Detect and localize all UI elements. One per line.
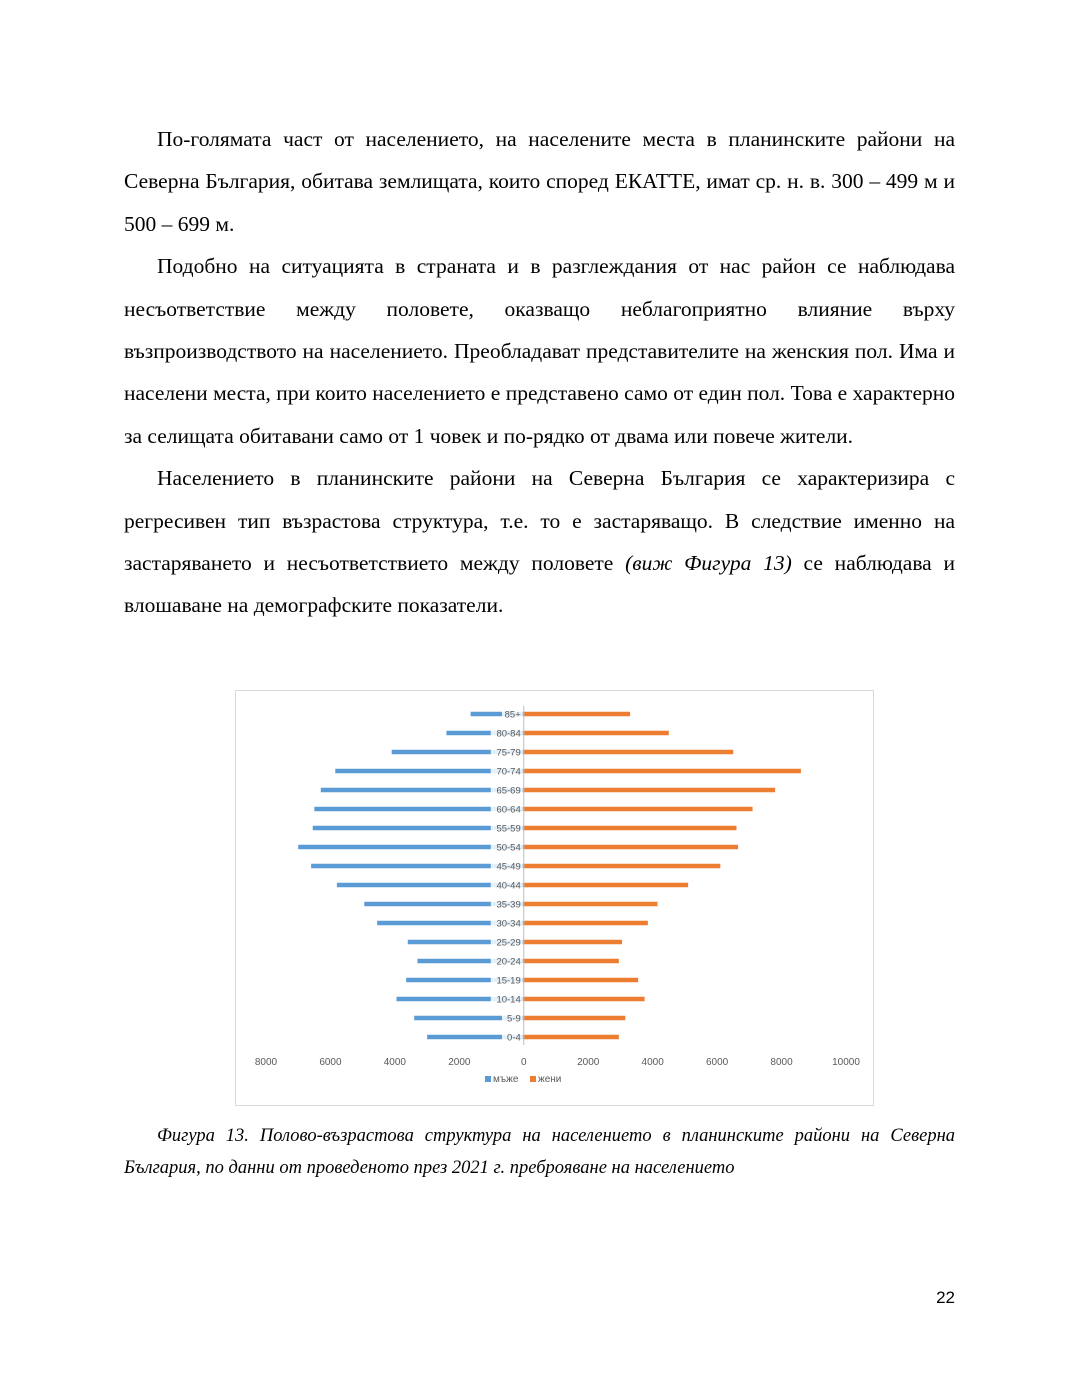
category-label-25-29: 25-29 <box>496 937 521 949</box>
legend-swatch-1 <box>530 1076 536 1082</box>
bar-female-75-79 <box>524 750 733 755</box>
paragraph-3-tail: се наблюдава и влошаване на демографските показатели. <box>124 551 956 618</box>
paragraph-1: По-голямата част от населението, на населените места в планинските райони на Северна България, обитава землищата, които според ЕКАТТЕ, имат ср. н. в. 300 – 499 м и 500 – 699 м. <box>124 127 955 236</box>
legend-label-1: жени <box>538 1074 562 1085</box>
bar-female-5-9 <box>524 1016 626 1021</box>
bar-female-0-4 <box>524 1035 619 1040</box>
figure-caption: Фигура 13. Полово-възрастова структура на населението в планинските райони на Северна България, по данни от проведеното през 2021 г. преброяване на населението <box>124 1126 955 1178</box>
category-label-50-54: 50-54 <box>496 842 521 854</box>
x-tick-label-9: 10000 <box>832 1057 860 1068</box>
category-label-60-64: 60-64 <box>496 804 521 816</box>
paragraph-3-text: Населението в планинските райони на Северна България се характеризира с регресивен тип възрастова структура, т.е. то е застаряващо. В следствие именно на застаряването и несъответствието между половете <box>124 466 955 576</box>
x-tick-label-5: 2000 <box>577 1057 600 1068</box>
category-label-15-19: 15-19 <box>496 975 521 987</box>
category-label-0-4: 0-4 <box>507 1032 521 1044</box>
legend-swatch-0 <box>485 1076 491 1082</box>
paragraph-2: Подобно на ситуацията в страната и в разглеждания от нас район се наблюдава несъответствие между половете, оказващо неблагоприятно влияние върху възпроизводството на населението. Преобладават представителите на женския пол. Има и населени места, при които населението е представено само от един пол. Това е характерно за селищата обитавани само от 1 човек и по-рядко от двама или повече жители. <box>124 254 955 448</box>
bar-female-35-39 <box>524 902 658 907</box>
page-number: 22 <box>936 1288 955 1307</box>
bar-female-40-44 <box>524 883 688 888</box>
category-label-10-14: 10-14 <box>496 994 521 1006</box>
bar-female-85+ <box>524 712 630 717</box>
bar-female-50-54 <box>524 845 738 850</box>
category-label-45-49: 45-49 <box>496 861 521 873</box>
x-tick-label-2: 4000 <box>383 1057 407 1068</box>
bar-female-15-19 <box>524 978 638 983</box>
x-tick-label-1: 6000 <box>319 1057 342 1068</box>
bar-female-25-29 <box>524 940 622 945</box>
bar-female-70-74 <box>524 769 801 774</box>
category-label-30-34: 30-34 <box>496 918 521 930</box>
bar-female-45-49 <box>524 864 721 869</box>
bar-female-65-69 <box>524 788 775 793</box>
x-tick-label-4: 0 <box>520 1057 527 1068</box>
x-tick-label-7: 6000 <box>705 1057 729 1068</box>
x-tick-label-0: 8000 <box>254 1057 278 1068</box>
category-label-65-69: 65-69 <box>496 785 521 797</box>
legend-label-0: мъже <box>493 1074 519 1085</box>
category-label-40-44: 40-44 <box>496 880 521 892</box>
bar-female-80-84 <box>524 731 669 736</box>
category-label-55-59: 55-59 <box>496 823 521 835</box>
category-label-20-24: 20-24 <box>496 956 521 968</box>
paragraph-3 <box>124 457 955 627</box>
category-label-75-79: 75-79 <box>496 747 521 759</box>
bar-female-10-14 <box>524 997 645 1002</box>
body-text <box>124 118 955 627</box>
category-label-35-39: 35-39 <box>496 899 521 911</box>
bar-female-20-24 <box>524 959 619 964</box>
x-tick-label-8: 8000 <box>770 1057 793 1068</box>
bar-female-60-64 <box>524 807 753 812</box>
category-label-5-9: 5-9 <box>507 1013 521 1025</box>
population-pyramid-chart <box>236 691 873 1105</box>
category-label-70-74: 70-74 <box>496 766 521 778</box>
category-label-80-84: 80-84 <box>496 728 521 740</box>
bar-male-50-54 <box>298 845 524 850</box>
bar-female-30-34 <box>524 921 648 926</box>
figure-reference: (виж Фигура 13) <box>625 551 792 576</box>
bar-female-55-59 <box>524 826 737 831</box>
x-tick-label-3: 2000 <box>448 1057 471 1068</box>
category-label-85+: 85+ <box>504 709 521 721</box>
x-tick-label-6: 4000 <box>641 1057 664 1068</box>
figure-frame <box>235 690 874 1106</box>
